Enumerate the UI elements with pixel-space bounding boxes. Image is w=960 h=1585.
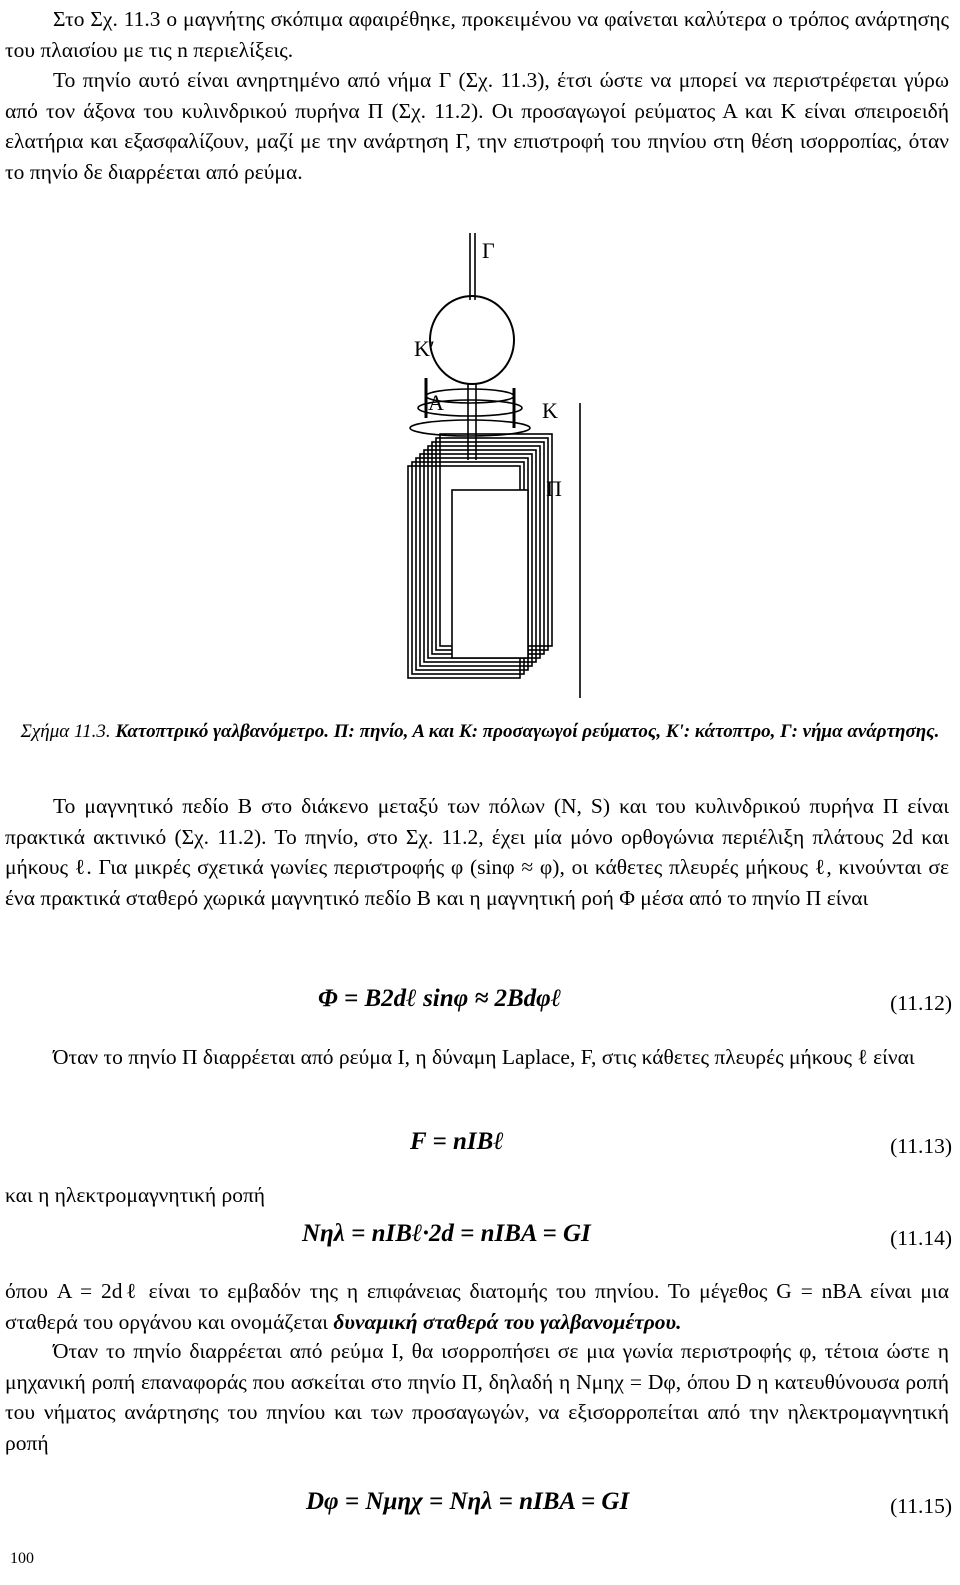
paragraph-1: Στο Σχ. 11.3 ο μαγνήτης σκόπιμα αφαιρέθηκε, προκειμένου να φαίνεται καλύτερα ο τρόπος ανάρτησης του πλαισίου με τις n περιελίξεις. (5, 7, 949, 62)
galvanometer-figure (380, 228, 600, 708)
label-pi: Π (546, 476, 562, 501)
label-gamma: Γ (482, 238, 495, 263)
label-k: Κ (542, 398, 558, 423)
equation-number: (11.13) (890, 1134, 952, 1158)
equation-11-13 (0, 1128, 960, 1168)
figure-caption (0, 720, 960, 743)
paragraph-6-text: όπου A = 2dℓ είναι το εμβαδόν της η επιφάνειας διατομής του πηνίου. Το μέγεθος G = nBA είναι μια σταθερά του οργάνου και ονομάζεται (5, 1279, 949, 1334)
paragraph-6 (5, 1276, 949, 1337)
label-a: Α (428, 390, 444, 415)
paragraph-7: Όταν το πηνίο διαρρέεται από ρεύμα I, θα ισορροπήσει σε μια γωνία περιστροφής φ, τέτοια ώστε η μηχανική ροπή επαναφοράς που ασκείται στο πηνίο Π, δηλαδή η Nμηχ = Dφ, όπου D η κατευθύνουσα ροπή του νήματος ανάρτησης του πηνίου και των προσαγωγών, να εξισορροπείται από την ηλεκτρομαγνητική ροπή (5, 1339, 949, 1456)
paragraph-5: και η ηλεκτρομαγνητική ροπή (5, 1183, 266, 1207)
equation-number: (11.14) (890, 1226, 952, 1250)
page-number: 100 (10, 1550, 34, 1567)
equation-number: (11.12) (890, 991, 952, 1015)
equation-11-14 (0, 1220, 960, 1260)
paragraph-3: Το μαγνητικό πεδίο B στο διάκενο μεταξύ των πόλων (N, S) και του κυλινδρικού πυρήνα Π είναι πρακτικά ακτινικό (Σχ. 11.2). Το πηνίο, στο Σχ. 11.2, έχει μία μόνο ορθογώνια περιέλιξη πλάτους 2d και μήκους ℓ. Για μικρές σχετικά γωνίες περιστροφής φ (sinφ ≈ φ), οι κάθετες πλευρές μήκους ℓ, κινούνται σε ένα πρακτικά σταθερό χωρικά μαγνητικό πεδίο B και η μαγνητική ροή Φ μέσα από το πηνίο Π είναι (5, 794, 949, 911)
galvanometer-drawing (380, 228, 600, 708)
dynamic-constant-term: δυναμική σταθερά του γαλβανομέτρου. (333, 1309, 682, 1334)
equation-number: (11.15) (890, 1494, 952, 1518)
caption-prefix: Σχήμα 11.3. (20, 721, 111, 742)
equation-formula: F = nIBℓ (410, 1128, 504, 1155)
equation-11-12 (0, 985, 960, 1025)
label-k-prime: Κ′ (414, 336, 435, 361)
equation-formula: Dφ = Nμηχ = Nηλ = nIBA = GI (306, 1488, 630, 1515)
paragraph-2: Το πηνίο αυτό είναι ανηρτημένο από νήμα Γ (Σχ. 11.3), έτσι ώστε να μπορεί να περιστρέφεται γύρω από τον άξονα του κυλινδρικού πυρήνα Π (Σχ. 11.2). Οι προσαγωγοί ρεύματος Α και Κ είναι σπειροειδή ελατήρια και εξασφαλίζουν, μαζί με την ανάρτηση Γ, την επιστροφή του πηνίου στη θέση ισορροπίας, όταν το πηνίο δε διαρρέεται από ρεύμα. (5, 68, 949, 185)
caption-body: Κατοπτρικό γαλβανόμετρο. Π: πηνίο, Α και Κ: προσαγωγοί ρεύματος, Κ': κάτοπτρο, Γ: νήμα ανάρτησης. (115, 721, 940, 742)
paragraph-4: Όταν το πηνίο Π διαρρέεται από ρεύμα I, η δύναμη Laplace, F, στις κάθετες πλευρές μήκους ℓ είναι (53, 1045, 915, 1069)
equation-formula: Φ = B2dℓ sinφ ≈ 2Bdφℓ (318, 985, 562, 1012)
equation-11-15 (0, 1488, 960, 1528)
equation-formula: Nηλ = nIBℓ·2d = nIBA = GI (302, 1220, 591, 1247)
mirror (430, 296, 514, 384)
